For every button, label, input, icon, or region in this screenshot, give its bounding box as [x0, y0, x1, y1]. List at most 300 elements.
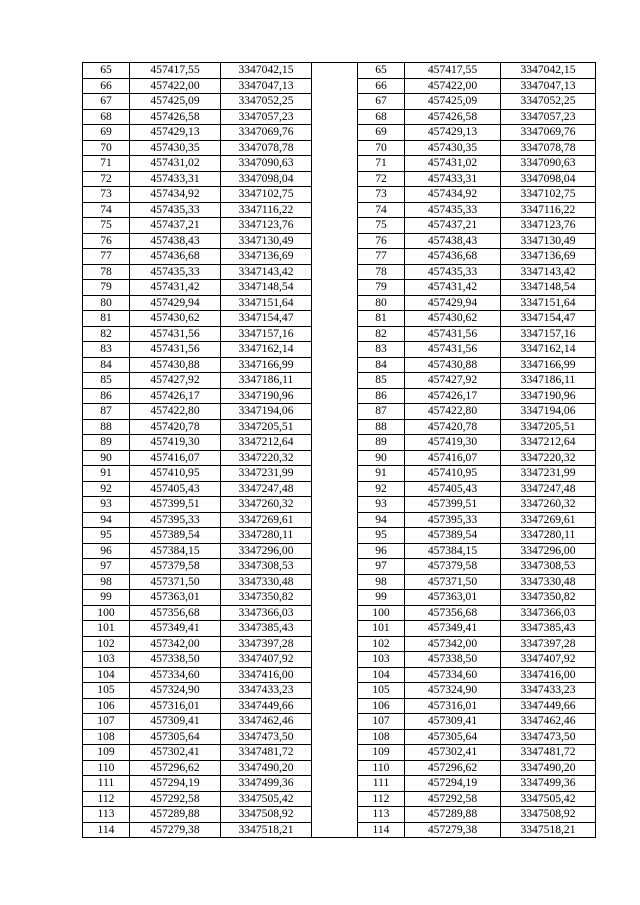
left-x-coordinate-cell: 457305,64: [130, 729, 221, 745]
right-point-number-cell: 84: [358, 357, 405, 373]
left-x-coordinate-cell: 457429,13: [130, 125, 221, 141]
table-row: [83, 249, 596, 265]
separator-cell: [312, 528, 358, 544]
right-point-number-cell: 108: [358, 729, 405, 745]
separator-cell: [312, 745, 358, 761]
right-y-coordinate-cell: 3347350,82: [501, 590, 596, 606]
right-point-number-cell: 71: [358, 156, 405, 172]
left-point-number-cell: 70: [83, 140, 130, 156]
left-point-number-cell: 74: [83, 202, 130, 218]
right-point-number-cell: 74: [358, 202, 405, 218]
separator-cell: [312, 652, 358, 668]
right-x-coordinate-cell: 457309,41: [405, 714, 501, 730]
table-row: [83, 109, 596, 125]
right-y-coordinate-cell: 3347296,00: [501, 543, 596, 559]
left-point-number-cell: 81: [83, 311, 130, 327]
right-x-coordinate-cell: 457363,01: [405, 590, 501, 606]
table-row: [83, 218, 596, 234]
left-y-coordinate-cell: 3347481,72: [221, 745, 312, 761]
left-point-number-cell: 86: [83, 388, 130, 404]
right-y-coordinate-cell: 3347366,03: [501, 605, 596, 621]
left-point-number-cell: 107: [83, 714, 130, 730]
right-point-number-cell: 76: [358, 233, 405, 249]
right-x-coordinate-cell: 457429,13: [405, 125, 501, 141]
right-x-coordinate-cell: 457426,58: [405, 109, 501, 125]
right-x-coordinate-cell: 457426,17: [405, 388, 501, 404]
right-y-coordinate-cell: 3347078,78: [501, 140, 596, 156]
left-y-coordinate-cell: 3347194,06: [221, 404, 312, 420]
left-point-number-cell: 105: [83, 683, 130, 699]
right-point-number-cell: 104: [358, 667, 405, 683]
right-x-coordinate-cell: 457334,60: [405, 667, 501, 683]
left-y-coordinate-cell: 3347151,64: [221, 295, 312, 311]
left-y-coordinate-cell: 3347231,99: [221, 466, 312, 482]
right-y-coordinate-cell: 3347069,76: [501, 125, 596, 141]
right-y-coordinate-cell: 3347194,06: [501, 404, 596, 420]
left-y-coordinate-cell: 3347052,25: [221, 94, 312, 110]
right-point-number-cell: 113: [358, 807, 405, 823]
left-y-coordinate-cell: 3347090,63: [221, 156, 312, 172]
left-x-coordinate-cell: 457438,43: [130, 233, 221, 249]
right-x-coordinate-cell: 457420,78: [405, 419, 501, 435]
right-y-coordinate-cell: 3347090,63: [501, 156, 596, 172]
separator-cell: [312, 481, 358, 497]
table-row: [83, 233, 596, 249]
left-y-coordinate-cell: 3347260,32: [221, 497, 312, 513]
right-x-coordinate-cell: 457430,62: [405, 311, 501, 327]
right-point-number-cell: 109: [358, 745, 405, 761]
left-x-coordinate-cell: 457296,62: [130, 760, 221, 776]
right-y-coordinate-cell: 3347499,36: [501, 776, 596, 792]
separator-cell: [312, 202, 358, 218]
left-x-coordinate-cell: 457431,02: [130, 156, 221, 172]
table-row: [83, 760, 596, 776]
table-row: [83, 388, 596, 404]
right-x-coordinate-cell: 457430,88: [405, 357, 501, 373]
right-point-number-cell: 100: [358, 605, 405, 621]
left-point-number-cell: 97: [83, 559, 130, 575]
table-row: [83, 745, 596, 761]
right-x-coordinate-cell: 457416,07: [405, 450, 501, 466]
right-y-coordinate-cell: 3347057,23: [501, 109, 596, 125]
left-point-number-cell: 67: [83, 94, 130, 110]
right-point-number-cell: 103: [358, 652, 405, 668]
left-point-number-cell: 84: [83, 357, 130, 373]
left-point-number-cell: 82: [83, 326, 130, 342]
right-x-coordinate-cell: 457435,33: [405, 264, 501, 280]
left-x-coordinate-cell: 457405,43: [130, 481, 221, 497]
left-point-number-cell: 89: [83, 435, 130, 451]
left-x-coordinate-cell: 457389,54: [130, 528, 221, 544]
left-x-coordinate-cell: 457430,35: [130, 140, 221, 156]
separator-cell: [312, 497, 358, 513]
separator-cell: [312, 590, 358, 606]
separator-cell: [312, 621, 358, 637]
left-x-coordinate-cell: 457324,90: [130, 683, 221, 699]
right-x-coordinate-cell: 457371,50: [405, 574, 501, 590]
separator-cell: [312, 326, 358, 342]
separator-cell: [312, 187, 358, 203]
left-y-coordinate-cell: 3347473,50: [221, 729, 312, 745]
table-row: [83, 559, 596, 575]
left-x-coordinate-cell: 457279,38: [130, 822, 221, 838]
left-x-coordinate-cell: 457384,15: [130, 543, 221, 559]
right-point-number-cell: 89: [358, 435, 405, 451]
right-point-number-cell: 83: [358, 342, 405, 358]
separator-cell: [312, 419, 358, 435]
right-y-coordinate-cell: 3347505,42: [501, 791, 596, 807]
separator-cell: [312, 450, 358, 466]
right-y-coordinate-cell: 3347157,16: [501, 326, 596, 342]
left-y-coordinate-cell: 3347186,11: [221, 373, 312, 389]
left-x-coordinate-cell: 457395,33: [130, 512, 221, 528]
right-point-number-cell: 96: [358, 543, 405, 559]
table-row: [83, 590, 596, 606]
left-point-number-cell: 110: [83, 760, 130, 776]
left-x-coordinate-cell: 457309,41: [130, 714, 221, 730]
left-x-coordinate-cell: 457356,68: [130, 605, 221, 621]
table-row: [83, 404, 596, 420]
left-y-coordinate-cell: 3347157,16: [221, 326, 312, 342]
right-point-number-cell: 77: [358, 249, 405, 265]
table-row: [83, 698, 596, 714]
table-row: [83, 791, 596, 807]
table-row: [83, 280, 596, 296]
left-point-number-cell: 66: [83, 78, 130, 94]
table-row: [83, 202, 596, 218]
right-y-coordinate-cell: 3347473,50: [501, 729, 596, 745]
right-point-number-cell: 79: [358, 280, 405, 296]
right-x-coordinate-cell: 457294,19: [405, 776, 501, 792]
right-x-coordinate-cell: 457316,01: [405, 698, 501, 714]
left-point-number-cell: 106: [83, 698, 130, 714]
table-row: [83, 311, 596, 327]
table-row: [83, 63, 596, 79]
separator-cell: [312, 233, 358, 249]
separator-cell: [312, 264, 358, 280]
right-point-number-cell: 94: [358, 512, 405, 528]
right-x-coordinate-cell: 457431,56: [405, 326, 501, 342]
left-y-coordinate-cell: 3347154,47: [221, 311, 312, 327]
table-row: [83, 295, 596, 311]
left-y-coordinate-cell: 3347098,04: [221, 171, 312, 187]
left-y-coordinate-cell: 3347136,69: [221, 249, 312, 265]
right-x-coordinate-cell: 457435,33: [405, 202, 501, 218]
left-y-coordinate-cell: 3347057,23: [221, 109, 312, 125]
left-y-coordinate-cell: 3347499,36: [221, 776, 312, 792]
right-x-coordinate-cell: 457279,38: [405, 822, 501, 838]
separator-cell: [312, 249, 358, 265]
right-x-coordinate-cell: 457384,15: [405, 543, 501, 559]
left-y-coordinate-cell: 3347490,20: [221, 760, 312, 776]
right-x-coordinate-cell: 457422,80: [405, 404, 501, 420]
left-point-number-cell: 75: [83, 218, 130, 234]
right-y-coordinate-cell: 3347212,64: [501, 435, 596, 451]
table-row: [83, 729, 596, 745]
left-x-coordinate-cell: 457292,58: [130, 791, 221, 807]
right-point-number-cell: 95: [358, 528, 405, 544]
left-point-number-cell: 99: [83, 590, 130, 606]
right-point-number-cell: 105: [358, 683, 405, 699]
right-y-coordinate-cell: 3347205,51: [501, 419, 596, 435]
right-point-number-cell: 73: [358, 187, 405, 203]
right-point-number-cell: 111: [358, 776, 405, 792]
right-y-coordinate-cell: 3347407,92: [501, 652, 596, 668]
left-point-number-cell: 96: [83, 543, 130, 559]
left-y-coordinate-cell: 3347143,42: [221, 264, 312, 280]
table-row: [83, 357, 596, 373]
right-x-coordinate-cell: 457422,00: [405, 78, 501, 94]
left-y-coordinate-cell: 3347102,75: [221, 187, 312, 203]
separator-cell: [312, 171, 358, 187]
left-x-coordinate-cell: 457302,41: [130, 745, 221, 761]
left-y-coordinate-cell: 3347518,21: [221, 822, 312, 838]
left-x-coordinate-cell: 457399,51: [130, 497, 221, 513]
table-row: [83, 636, 596, 652]
separator-cell: [312, 218, 358, 234]
separator-cell: [312, 342, 358, 358]
right-y-coordinate-cell: 3347123,76: [501, 218, 596, 234]
right-point-number-cell: 102: [358, 636, 405, 652]
table-row: [83, 528, 596, 544]
left-y-coordinate-cell: 3347433,23: [221, 683, 312, 699]
separator-cell: [312, 109, 358, 125]
right-x-coordinate-cell: 457417,55: [405, 63, 501, 79]
left-y-coordinate-cell: 3347330,48: [221, 574, 312, 590]
coordinates-table: [82, 62, 596, 838]
left-x-coordinate-cell: 457289,88: [130, 807, 221, 823]
left-point-number-cell: 69: [83, 125, 130, 141]
left-x-coordinate-cell: 457422,00: [130, 78, 221, 94]
left-y-coordinate-cell: 3347280,11: [221, 528, 312, 544]
right-point-number-cell: 112: [358, 791, 405, 807]
separator-cell: [312, 807, 358, 823]
left-point-number-cell: 112: [83, 791, 130, 807]
left-x-coordinate-cell: 457316,01: [130, 698, 221, 714]
right-x-coordinate-cell: 457399,51: [405, 497, 501, 513]
left-y-coordinate-cell: 3347078,78: [221, 140, 312, 156]
table-row: [83, 776, 596, 792]
right-y-coordinate-cell: 3347449,66: [501, 698, 596, 714]
separator-cell: [312, 357, 358, 373]
left-y-coordinate-cell: 3347190,96: [221, 388, 312, 404]
table-row: [83, 497, 596, 513]
left-point-number-cell: 79: [83, 280, 130, 296]
right-point-number-cell: 70: [358, 140, 405, 156]
left-x-coordinate-cell: 457338,50: [130, 652, 221, 668]
right-x-coordinate-cell: 457431,02: [405, 156, 501, 172]
right-y-coordinate-cell: 3347397,28: [501, 636, 596, 652]
right-x-coordinate-cell: 457356,68: [405, 605, 501, 621]
separator-cell: [312, 636, 358, 652]
right-point-number-cell: 72: [358, 171, 405, 187]
right-y-coordinate-cell: 3347130,49: [501, 233, 596, 249]
right-point-number-cell: 107: [358, 714, 405, 730]
left-x-coordinate-cell: 457363,01: [130, 590, 221, 606]
right-point-number-cell: 82: [358, 326, 405, 342]
separator-cell: [312, 78, 358, 94]
right-x-coordinate-cell: 457379,58: [405, 559, 501, 575]
right-x-coordinate-cell: 457437,21: [405, 218, 501, 234]
left-point-number-cell: 68: [83, 109, 130, 125]
table-row: [83, 714, 596, 730]
right-y-coordinate-cell: 3347220,32: [501, 450, 596, 466]
right-x-coordinate-cell: 457349,41: [405, 621, 501, 637]
left-y-coordinate-cell: 3347366,03: [221, 605, 312, 621]
left-point-number-cell: 113: [83, 807, 130, 823]
left-point-number-cell: 65: [83, 63, 130, 79]
left-y-coordinate-cell: 3347212,64: [221, 435, 312, 451]
right-y-coordinate-cell: 3347143,42: [501, 264, 596, 280]
table-row: [83, 466, 596, 482]
right-y-coordinate-cell: 3347154,47: [501, 311, 596, 327]
left-point-number-cell: 111: [83, 776, 130, 792]
left-y-coordinate-cell: 3347116,22: [221, 202, 312, 218]
left-point-number-cell: 76: [83, 233, 130, 249]
right-point-number-cell: 98: [358, 574, 405, 590]
separator-cell: [312, 404, 358, 420]
table-row: [83, 187, 596, 203]
right-x-coordinate-cell: 457433,31: [405, 171, 501, 187]
right-x-coordinate-cell: 457389,54: [405, 528, 501, 544]
right-y-coordinate-cell: 3347047,13: [501, 78, 596, 94]
right-point-number-cell: 78: [358, 264, 405, 280]
table-row: [83, 156, 596, 172]
left-y-coordinate-cell: 3347269,61: [221, 512, 312, 528]
left-x-coordinate-cell: 457427,92: [130, 373, 221, 389]
right-x-coordinate-cell: 457289,88: [405, 807, 501, 823]
left-point-number-cell: 93: [83, 497, 130, 513]
left-x-coordinate-cell: 457349,41: [130, 621, 221, 637]
coordinates-table-body: [83, 63, 596, 838]
separator-cell: [312, 791, 358, 807]
right-y-coordinate-cell: 3347042,15: [501, 63, 596, 79]
right-point-number-cell: 80: [358, 295, 405, 311]
left-y-coordinate-cell: 3347220,32: [221, 450, 312, 466]
left-point-number-cell: 78: [83, 264, 130, 280]
right-y-coordinate-cell: 3347136,69: [501, 249, 596, 265]
left-x-coordinate-cell: 457431,56: [130, 342, 221, 358]
separator-cell: [312, 543, 358, 559]
right-point-number-cell: 81: [358, 311, 405, 327]
left-y-coordinate-cell: 3347247,48: [221, 481, 312, 497]
left-x-coordinate-cell: 457434,92: [130, 187, 221, 203]
left-x-coordinate-cell: 457379,58: [130, 559, 221, 575]
table-row: [83, 171, 596, 187]
right-x-coordinate-cell: 457395,33: [405, 512, 501, 528]
left-y-coordinate-cell: 3347508,92: [221, 807, 312, 823]
separator-cell: [312, 605, 358, 621]
right-y-coordinate-cell: 3347462,46: [501, 714, 596, 730]
right-x-coordinate-cell: 457431,42: [405, 280, 501, 296]
left-x-coordinate-cell: 457429,94: [130, 295, 221, 311]
separator-cell: [312, 63, 358, 79]
left-point-number-cell: 100: [83, 605, 130, 621]
table-row: [83, 574, 596, 590]
left-x-coordinate-cell: 457433,31: [130, 171, 221, 187]
separator-cell: [312, 822, 358, 838]
left-point-number-cell: 77: [83, 249, 130, 265]
left-y-coordinate-cell: 3347416,00: [221, 667, 312, 683]
left-y-coordinate-cell: 3347505,42: [221, 791, 312, 807]
table-row: [83, 373, 596, 389]
left-y-coordinate-cell: 3347407,92: [221, 652, 312, 668]
right-x-coordinate-cell: 457434,92: [405, 187, 501, 203]
left-x-coordinate-cell: 457431,42: [130, 280, 221, 296]
left-x-coordinate-cell: 457425,09: [130, 94, 221, 110]
right-y-coordinate-cell: 3347508,92: [501, 807, 596, 823]
left-point-number-cell: 104: [83, 667, 130, 683]
left-y-coordinate-cell: 3347042,15: [221, 63, 312, 79]
left-x-coordinate-cell: 457417,55: [130, 63, 221, 79]
right-x-coordinate-cell: 457427,92: [405, 373, 501, 389]
right-y-coordinate-cell: 3347481,72: [501, 745, 596, 761]
separator-cell: [312, 140, 358, 156]
right-y-coordinate-cell: 3347490,20: [501, 760, 596, 776]
right-y-coordinate-cell: 3347260,32: [501, 497, 596, 513]
table-row: [83, 822, 596, 838]
right-point-number-cell: 66: [358, 78, 405, 94]
left-x-coordinate-cell: 457342,00: [130, 636, 221, 652]
right-x-coordinate-cell: 457425,09: [405, 94, 501, 110]
left-x-coordinate-cell: 457410,95: [130, 466, 221, 482]
separator-cell: [312, 559, 358, 575]
left-y-coordinate-cell: 3347148,54: [221, 280, 312, 296]
right-y-coordinate-cell: 3347102,75: [501, 187, 596, 203]
left-y-coordinate-cell: 3347162,14: [221, 342, 312, 358]
left-y-coordinate-cell: 3347205,51: [221, 419, 312, 435]
right-x-coordinate-cell: 457324,90: [405, 683, 501, 699]
separator-cell: [312, 280, 358, 296]
table-row: [83, 683, 596, 699]
left-point-number-cell: 85: [83, 373, 130, 389]
right-point-number-cell: 88: [358, 419, 405, 435]
left-x-coordinate-cell: 457436,68: [130, 249, 221, 265]
left-x-coordinate-cell: 457431,56: [130, 326, 221, 342]
separator-cell: [312, 776, 358, 792]
right-y-coordinate-cell: 3347269,61: [501, 512, 596, 528]
left-point-number-cell: 95: [83, 528, 130, 544]
right-x-coordinate-cell: 457338,50: [405, 652, 501, 668]
separator-cell: [312, 125, 358, 141]
left-point-number-cell: 80: [83, 295, 130, 311]
left-point-number-cell: 87: [83, 404, 130, 420]
right-x-coordinate-cell: 457436,68: [405, 249, 501, 265]
left-y-coordinate-cell: 3347166,99: [221, 357, 312, 373]
right-y-coordinate-cell: 3347247,48: [501, 481, 596, 497]
right-point-number-cell: 67: [358, 94, 405, 110]
right-y-coordinate-cell: 3347166,99: [501, 357, 596, 373]
table-row: [83, 450, 596, 466]
right-y-coordinate-cell: 3347151,64: [501, 295, 596, 311]
separator-cell: [312, 714, 358, 730]
left-point-number-cell: 103: [83, 652, 130, 668]
left-x-coordinate-cell: 457371,50: [130, 574, 221, 590]
left-point-number-cell: 98: [83, 574, 130, 590]
left-point-number-cell: 114: [83, 822, 130, 838]
right-y-coordinate-cell: 3347308,53: [501, 559, 596, 575]
left-x-coordinate-cell: 457426,17: [130, 388, 221, 404]
left-point-number-cell: 101: [83, 621, 130, 637]
right-x-coordinate-cell: 457410,95: [405, 466, 501, 482]
right-point-number-cell: 69: [358, 125, 405, 141]
table-row: [83, 652, 596, 668]
left-x-coordinate-cell: 457430,62: [130, 311, 221, 327]
separator-cell: [312, 667, 358, 683]
left-y-coordinate-cell: 3347308,53: [221, 559, 312, 575]
right-x-coordinate-cell: 457429,94: [405, 295, 501, 311]
right-point-number-cell: 110: [358, 760, 405, 776]
